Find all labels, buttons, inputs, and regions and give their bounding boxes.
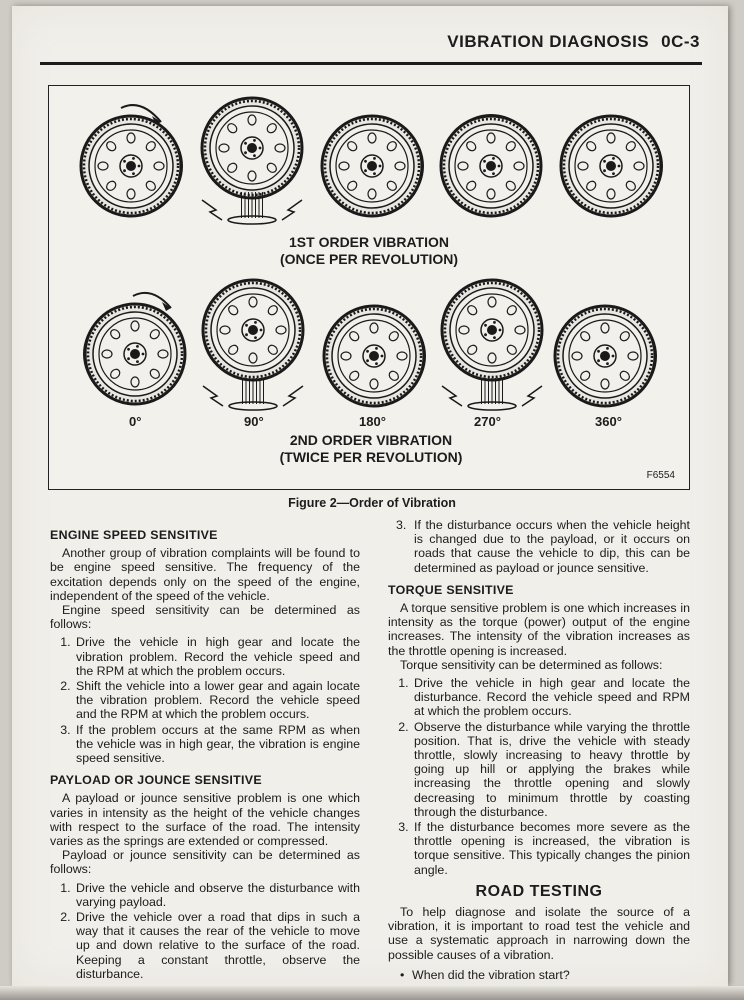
right-column: [388, 518, 690, 982]
list-item: 2. Shift the vehicle into a lower gear and again locate the vibration problem. Record the vehicle speed and the RPM at which the problem occurs.: [74, 679, 360, 722]
tire-row2-270deg: [442, 280, 542, 380]
degree-label-90: 90°: [244, 414, 264, 429]
tire-row2-360deg: [555, 306, 657, 406]
torque-how: Torque sensitivity can be determined as follows:: [400, 657, 663, 672]
road-testing-questions: [388, 968, 690, 982]
degree-label-270: 270°: [474, 414, 501, 429]
vibration-impact-icon: [442, 378, 542, 410]
engine-speed-intro: Another group of vibration complaints will be found to be engine speed sensitive. The frequency of the excitation depends only on the speed of the engine, independent of the speed of the vehicle.: [50, 546, 360, 603]
torque-steps: [388, 676, 690, 877]
torque-heading: TORQUE SENSITIVE: [388, 582, 514, 597]
engine-speed-heading: ENGINE SPEED SENSITIVE: [50, 528, 218, 542]
figure-caption: Figure 2—Order of Vibration: [288, 496, 456, 510]
engine-speed-how: Engine speed sensitivity can be determined as follows:: [50, 603, 360, 632]
row2-title: 2ND ORDER VIBRATION: [289, 432, 453, 448]
tire-row2-0deg: [83, 304, 185, 404]
road-testing-intro: To help diagnose and isolate the source of a vibration, it is important to road test the vehicle and use a systematic approach in narrowing down the possible causes of a vibration.: [388, 905, 690, 962]
row1-title: 1ST ORDER VIBRATION: [289, 234, 449, 250]
row2-subtitle: (TWICE PER REVOLUTION): [279, 449, 463, 465]
tire-row1-360deg: [561, 116, 663, 216]
list-item: 3. If the disturbance becomes more severe as the throttle opening is increased, the vibration is torque sensitive. This typically changes the pinion angle.: [412, 820, 690, 877]
torque-intro: A torque sensitive problem is one which increases in intensity as the torque (power) output of the engine increases. The intensity of the vibration increases as the throttle opening is increased.: [388, 601, 690, 658]
page-edge: [0, 986, 744, 1000]
payload-steps: [50, 881, 360, 981]
vibration-impact-icon: [203, 378, 303, 410]
list-item: • When did the vibration start?: [412, 968, 690, 982]
tire-row1-0deg: [81, 116, 183, 216]
payload-how: Payload or jounce sensitivity can be determined as follows:: [50, 848, 360, 877]
degree-label-360: 360°: [595, 414, 622, 429]
list-item: 2. Observe the disturbance while varying the throttle position. That is, drive the vehicle with steady throttle, slowly increasing to heavy throttle by going up hill or applying the brakes while increasing the throttle opening and slowly decreasing to minimum throttle by coasting through the disturbance.: [412, 720, 690, 819]
list-item: 1. Drive the vehicle in high gear and locate the vibration problem. Record the vehicle speed and the RPM at which the problem occurs.: [74, 635, 360, 678]
tire-row1-270deg: [441, 114, 541, 216]
tire-row1-90deg: [202, 98, 302, 198]
engine-speed-steps: [50, 635, 360, 765]
header-rule: [40, 62, 702, 65]
list-item: 3. If the disturbance occurs when the vehicle height is changed due to the payload, or it occurs on roads that cause the vehicle to dip, this can be determined as payload or jounce sensitive.: [412, 518, 690, 575]
list-item: 1. Drive the vehicle in high gear and locate the disturbance. Record the vehicle speed and RPM at which the problem occurs.: [412, 676, 690, 719]
tire-row1-180deg: [322, 116, 424, 216]
row1-subtitle: (ONCE PER REVOLUTION): [279, 251, 459, 267]
left-column: [50, 520, 360, 985]
payload-heading: PAYLOAD OR JOUNCE SENSITIVE: [50, 773, 262, 788]
page-number: 0C-3: [661, 32, 700, 51]
tire-row2-90deg: [203, 280, 303, 380]
payload-steps-continued: [388, 518, 690, 575]
tire-row2-180deg: [324, 306, 426, 406]
list-item: 3. If the problem occurs at the same RPM as when the vehicle was in high gear, the vibration is engine speed sensitive.: [74, 723, 360, 766]
list-item: 2. Drive the vehicle over a road that dips in such a way that it causes the rear of the vehicle to move up and down relative to the surface of the road. Keeping a constant throttle, observe the disturbance.: [74, 910, 360, 981]
vibration-impact-icon: [202, 192, 302, 224]
degree-label-180: 180°: [359, 414, 386, 429]
degree-label-0: 0°: [129, 414, 142, 429]
section-title: VIBRATION DIAGNOSIS: [447, 32, 650, 51]
page-header: [400, 32, 700, 52]
road-testing-heading: ROAD TESTING: [475, 882, 603, 900]
list-item: 1. Drive the vehicle and observe the disturbance with varying payload.: [74, 881, 360, 909]
vibration-order-figure: [48, 85, 690, 490]
figure-code: F6554: [646, 470, 675, 481]
payload-intro: A payload or jounce sensitive problem is one which varies in intensity as the height of the vehicle changes with respect to the surface of the road. The intensity varies as the springs are extended or compressed.: [50, 791, 360, 849]
row2-title-block: [221, 432, 521, 466]
row1-title-block: [219, 234, 519, 268]
